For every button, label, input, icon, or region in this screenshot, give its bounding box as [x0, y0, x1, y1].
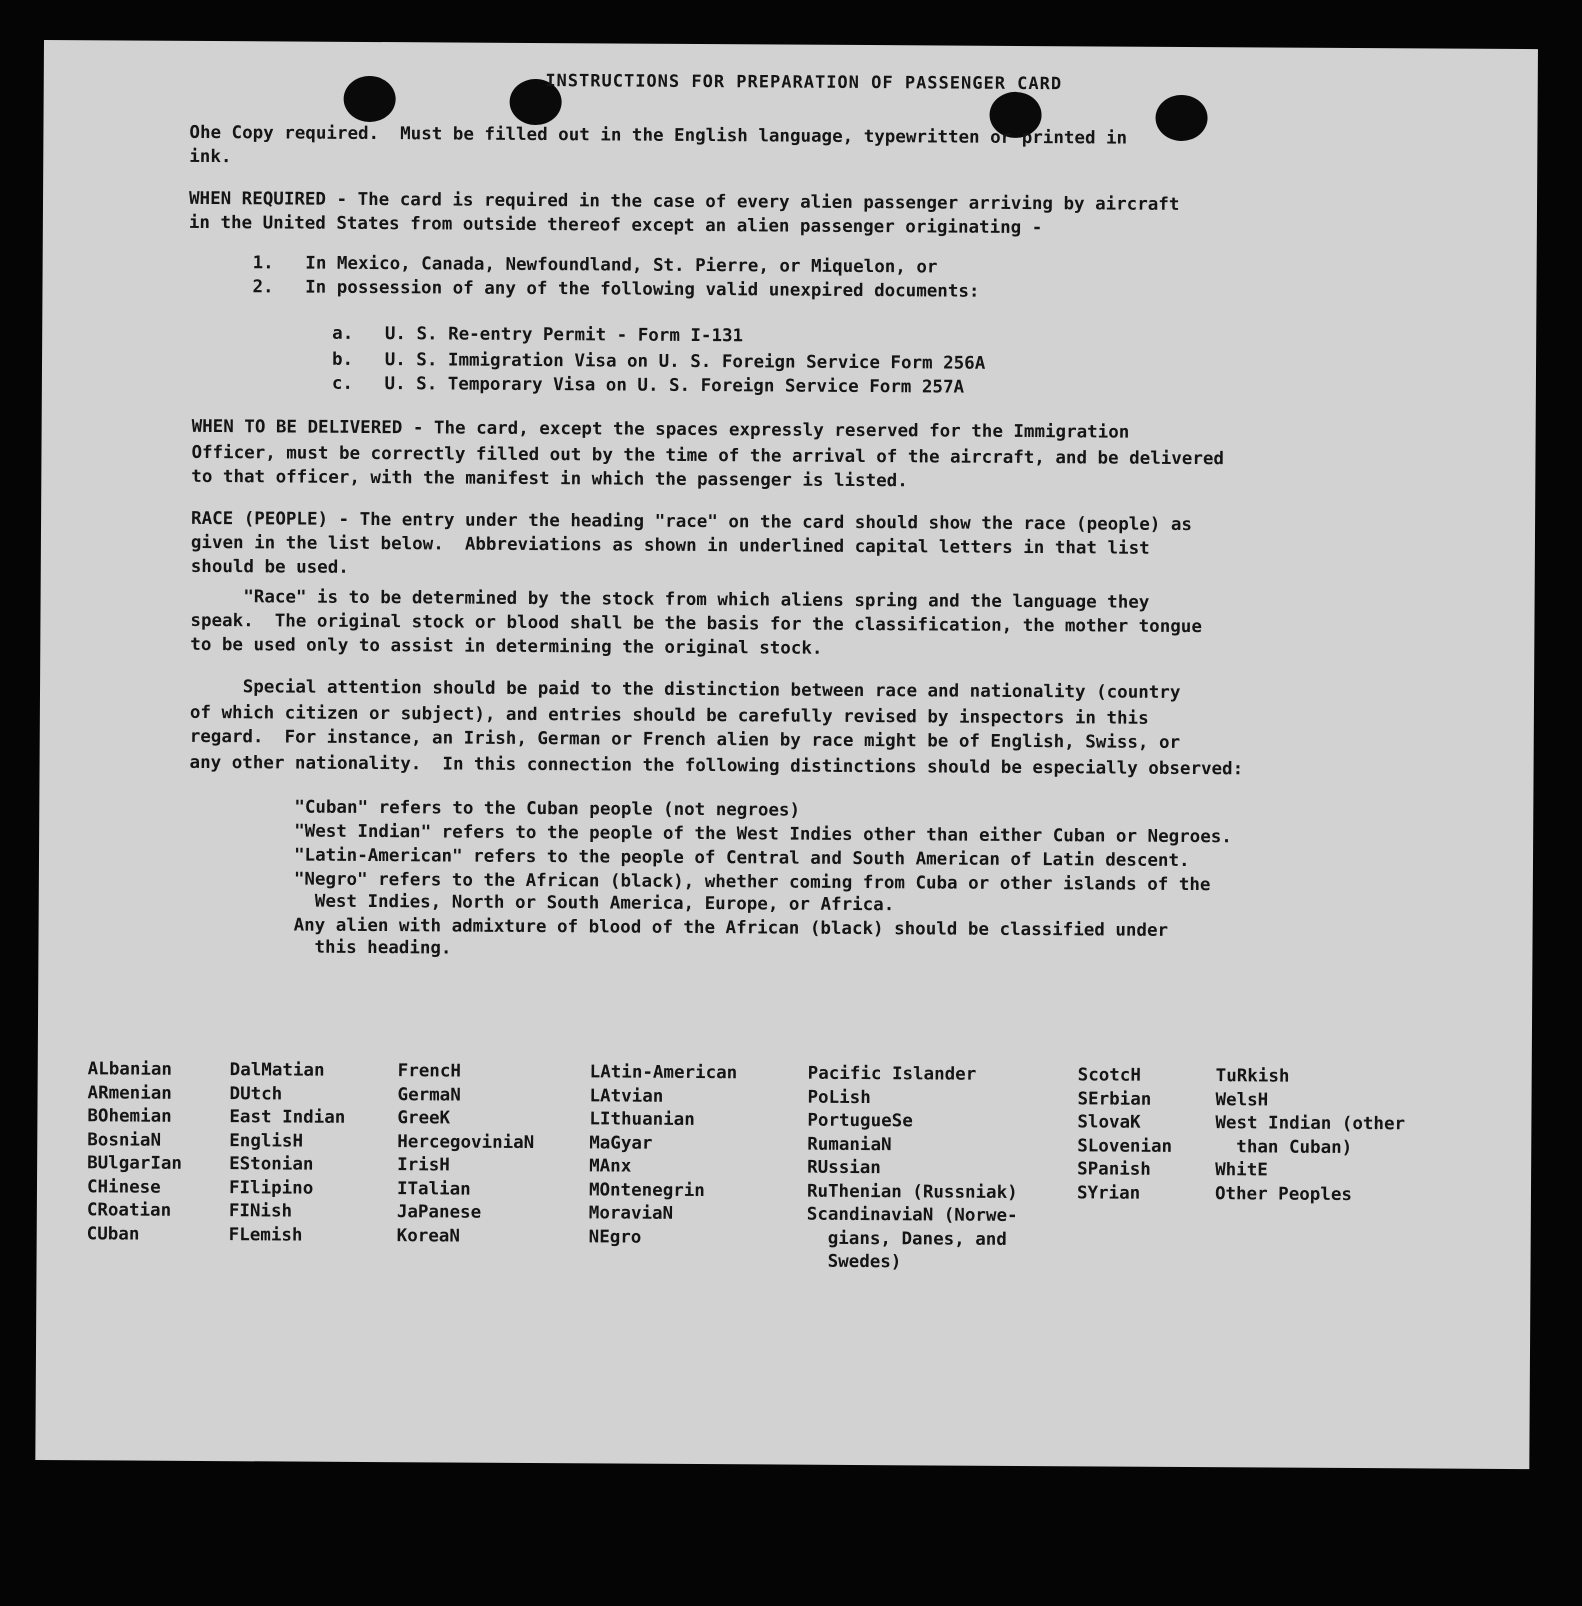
race-list-item: BOhemian: [87, 1106, 172, 1127]
race-line: RACE (PEOPLE) - The entry under the heading "race" on the card should show the race (people) as: [191, 508, 1193, 536]
race-definition-line: "Race" is to be determined by the stock from which aliens spring and the language they: [190, 586, 1150, 613]
race-list-item: WelsH: [1215, 1089, 1269, 1110]
punch-hole: [1155, 95, 1207, 141]
page-title: INSTRUCTIONS FOR PREPARATION OF PASSENGER CARD: [545, 71, 1063, 95]
distinction-line: "Negro" refers to the African (black), whether coming from Cuba or other islands of the: [293, 869, 1211, 896]
intro-line: ink.: [189, 146, 232, 168]
race-list-item: FIlipino: [228, 1177, 314, 1199]
race-list-item: GermaN: [397, 1084, 461, 1106]
race-list-item: gians, Danes, and: [806, 1228, 1007, 1250]
race-list-item: MaGyar: [589, 1132, 653, 1154]
race-list-item: KoreaN: [396, 1225, 460, 1247]
race-list-column: [1215, 1065, 1406, 1207]
race-list-item: WhitE: [1215, 1160, 1268, 1181]
race-list-item: MoraviaN: [588, 1203, 674, 1224]
race-list-item: ITalian: [396, 1178, 471, 1200]
when-delivered-line: Officer, must be correctly filled out by the time of the arrival of the aircraft, and be delivered: [191, 442, 1225, 470]
race-list-item: GreeK: [397, 1108, 451, 1129]
race-list-item: IrisH: [397, 1155, 450, 1176]
race-list-column: [87, 1058, 183, 1247]
race-list-item: PortugueSe: [807, 1110, 913, 1132]
distinction-line: "Latin-American" refers to the people of Central and South American of Latin descent.: [293, 845, 1190, 872]
race-list-item: SLovenian: [1077, 1135, 1173, 1157]
race-list-item: MAnx: [589, 1156, 632, 1177]
race-list-item: RumaniaN: [807, 1134, 892, 1155]
document-item: a. U. S. Re-entry Permit - Form I-131: [332, 323, 744, 347]
race-line: given in the list below. Abbreviations as shown in underlined capital letters in that list: [190, 532, 1150, 559]
race-list-item: FLemish: [228, 1224, 303, 1246]
race-list-item: EStonian: [229, 1154, 314, 1175]
race-list-item: TuRkish: [1215, 1066, 1290, 1087]
race-list-item: BosniaN: [87, 1129, 162, 1151]
distinction-line: Any alien with admixture of blood of the African (black) should be classified under: [293, 915, 1169, 941]
special-attention-line: Special attention should be paid to the distinction between race and nationality (country: [189, 676, 1181, 703]
race-list-item: FrencH: [397, 1061, 461, 1082]
distinction-line: West Indies, North or South America, Europe, or Africa.: [293, 891, 895, 916]
race-list-item: CRoatian: [86, 1200, 172, 1221]
race-list-item: RUssian: [807, 1157, 881, 1179]
race-list-column: [806, 1063, 1018, 1276]
race-list-item: BUlgarIan: [87, 1153, 183, 1174]
race-list-item: LAtvian: [589, 1085, 664, 1107]
intro-line: Ohe Copy required. Must be filled out in the English language, typewritten or printed in: [189, 122, 1128, 149]
race-list-item: FINish: [228, 1201, 293, 1222]
race-list-item: MOntenegrin: [588, 1179, 705, 1201]
when-required-line: in the United States from outside thereof except an alien passenger originating -: [188, 212, 1043, 239]
race-list-item: SErbian: [1077, 1088, 1152, 1110]
race-list-item: HercegoviniaN: [397, 1131, 535, 1153]
race-list-item: NEgro: [588, 1226, 642, 1248]
punch-hole: [344, 76, 396, 122]
race-list-item: than Cuban): [1215, 1136, 1353, 1158]
race-list-item: ALbanian: [87, 1059, 173, 1080]
race-list-item: LIthuanian: [589, 1109, 695, 1130]
distinction-line: this heading.: [293, 937, 452, 959]
race-list-item: SPanish: [1077, 1159, 1151, 1180]
race-list-item: DUtch: [229, 1083, 283, 1104]
race-list-item: Swedes): [806, 1251, 902, 1273]
race-list-item: CHinese: [86, 1176, 161, 1198]
numbered-item: 2. In possession of any of the following valid unexpired documents:: [252, 277, 980, 302]
race-list-item: Other Peoples: [1214, 1183, 1353, 1205]
race-list-item: EnglisH: [229, 1130, 304, 1152]
distinction-line: "Cuban" refers to the Cuban people (not negroes): [294, 797, 801, 821]
special-attention-line: any other nationality. In this connection the following distinctions should be especially observed:: [189, 752, 1244, 780]
race-list-item: West Indian (other: [1215, 1113, 1406, 1135]
race-list-item: ScotcH: [1077, 1065, 1141, 1086]
race-definition-line: speak. The original stock or blood shall be the basis for the classification, the mother tongue: [190, 610, 1202, 638]
race-list-item: SYrian: [1076, 1182, 1141, 1204]
race-list-item: Pacific Islander: [807, 1063, 977, 1085]
distinction-line: "West Indian" refers to the people of the West Indies other than either Cuban or Negroes.: [294, 821, 1232, 848]
document-item: b. U. S. Immigration Visa on U. S. Foreign Service Form 256A: [331, 349, 986, 374]
race-list-item: JaPanese: [396, 1202, 482, 1223]
race-list-column: [1077, 1064, 1173, 1206]
race-list-item: SlovaK: [1077, 1112, 1141, 1133]
race-list-item: ScandinaviaN (Norwe-: [806, 1204, 1018, 1226]
race-list-item: LAtin-American: [589, 1062, 738, 1084]
race-list-column: [589, 1061, 738, 1250]
special-attention-line: regard. For instance, an Irish, German or French alien by race might be of English, Swiss, or: [189, 726, 1181, 753]
race-list-item: PoLish: [807, 1087, 871, 1108]
race-list-column: [397, 1060, 535, 1249]
race-list-column: [229, 1059, 346, 1248]
document-item: c. U. S. Temporary Visa on U. S. Foreign Service Form 257A: [331, 373, 965, 398]
race-list-item: CUban: [86, 1223, 140, 1245]
race-definition-line: to be used only to assist in determining the original stock.: [190, 634, 823, 659]
race-line: should be used.: [190, 556, 349, 578]
special-attention-line: of which citizen or subject), and entries should be carefully revised by inspectors in this: [189, 702, 1149, 729]
document-page: [35, 40, 1538, 1469]
race-list-item: East Indian: [229, 1107, 346, 1128]
when-delivered-line: WHEN TO BE DELIVERED - The card, except the spaces expressly reserved for the Immigration: [191, 416, 1130, 443]
numbered-item: 1. In Mexico, Canada, Newfoundland, St. Pierre, or Miquelon, or: [252, 253, 938, 278]
race-list-item: ARmenian: [87, 1082, 172, 1104]
race-list-item: DalMatian: [229, 1060, 325, 1081]
when-delivered-line: to that officer, with the manifest in which the passenger is listed.: [191, 466, 908, 492]
when-required-line: WHEN REQUIRED - The card is required in the case of every alien passenger arriving by aircraft: [188, 188, 1180, 215]
race-list-item: RuThenian (Russniak): [806, 1181, 1018, 1203]
